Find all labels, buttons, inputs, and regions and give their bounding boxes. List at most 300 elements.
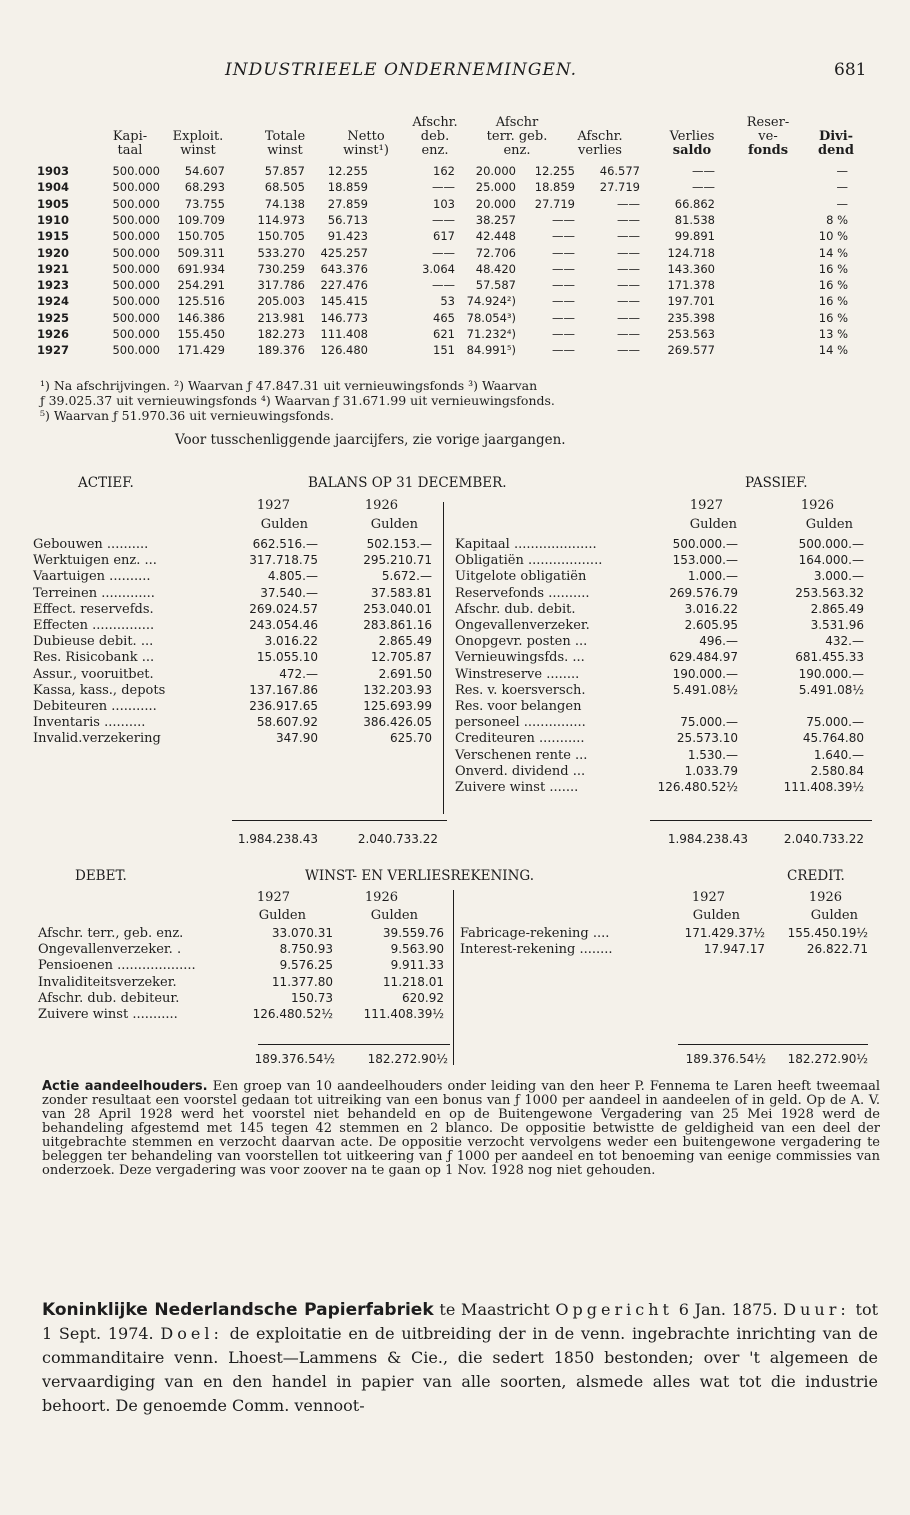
- table-cell: 500.000: [112, 261, 160, 276]
- table-cell: 509.311: [177, 245, 225, 260]
- balans-total-rule-left: [232, 820, 447, 821]
- table-cell: ——: [552, 343, 575, 358]
- balans-actief-label: Effect. reservefds.: [33, 601, 154, 617]
- winst-total-rule-left: [258, 1044, 450, 1045]
- table-cell: ——: [552, 245, 575, 260]
- balans-actief-1927: 472.—: [279, 666, 318, 681]
- table-cell: 72.706: [475, 245, 516, 260]
- table-cell: 57.587: [475, 278, 516, 293]
- winst-credit-label: Interest-rekening ........: [460, 942, 613, 958]
- balans-total-right-1926: 2.040.733.22: [783, 832, 864, 846]
- column-header: Totale: [264, 129, 306, 144]
- table-cell: 16 %: [818, 294, 848, 309]
- table-cell: 500.000: [112, 310, 160, 325]
- table-cell: 235.398: [667, 310, 715, 325]
- col-year-1926: 1926: [364, 498, 398, 513]
- winst-credit-1926: 26.822.71: [806, 942, 868, 957]
- balans-total-left-1926: 2.040.733.22: [357, 832, 438, 846]
- page-number: 681: [834, 60, 867, 80]
- column-header: enz.: [503, 143, 531, 158]
- balans-passief-1926: 111.408.39½: [783, 780, 864, 794]
- balans-passief-1926: 2.580.84: [810, 763, 864, 778]
- year-cell: 1920: [37, 245, 70, 260]
- column-header: taal: [117, 143, 143, 158]
- table-cell: 500.000: [112, 245, 160, 260]
- winst-total-rule-right: [678, 1044, 868, 1045]
- column-header: deb.: [420, 129, 450, 144]
- table-cell: 114.973: [257, 212, 305, 227]
- col-unit: Gulden: [689, 517, 737, 532]
- balans-actief-1926: 37.583.81: [370, 585, 432, 600]
- col-year-1926: 1926: [808, 890, 842, 905]
- balans-actief-label: Debiteuren ...........: [33, 699, 157, 714]
- table-cell: 68.505: [264, 180, 305, 195]
- balans-passief-label: Reservefonds ..........: [455, 585, 590, 601]
- table-cell: ——: [432, 212, 455, 227]
- balans-actief-1927: 662.516.—: [252, 537, 318, 551]
- column-header: Reser-: [746, 115, 790, 130]
- table-cell: ——: [552, 212, 575, 227]
- balans-passief-label: Vernieuwingsfds. ...: [455, 650, 585, 666]
- winst-debet-1926: 11.218.01: [382, 974, 444, 989]
- year-cell: 1915: [37, 229, 70, 244]
- table-cell: ——: [617, 310, 640, 325]
- table-cell: ——: [692, 164, 715, 178]
- balans-passief-1927: 269.576.79: [669, 585, 738, 600]
- table-cell: 99.891: [674, 229, 715, 244]
- table-cell: —: [836, 180, 848, 195]
- table-cell: 125.516: [177, 294, 225, 309]
- column-header: dend: [818, 143, 854, 158]
- balans-total-right-1927: 1.984.238.43: [667, 832, 748, 846]
- balans-passief-1927: 496.—: [699, 634, 738, 649]
- balans-actief-1926: 2.865.49: [378, 634, 432, 649]
- table-cell: ——: [617, 261, 640, 276]
- table-cell: ——: [692, 180, 715, 195]
- balans-passief-title: PASSIEF.: [745, 475, 808, 491]
- balans-actief-1926: 2.691.50: [378, 666, 432, 681]
- balans-passief-1927: 153.000.—: [672, 553, 738, 568]
- duur-label: Duur:: [783, 1300, 850, 1319]
- table-cell: 20.000: [475, 196, 516, 211]
- winst-total-left-1927: 189.376.54½: [254, 1052, 335, 1066]
- balans-passief-1926: 190.000.—: [798, 666, 864, 681]
- balans-actief-label: Terreinen .............: [33, 585, 155, 601]
- column-header: Verlies: [669, 129, 715, 144]
- balans-actief-1926: 132.203.93: [363, 682, 432, 697]
- balans-actief-1927: 347.90: [276, 731, 318, 746]
- table-cell: 103: [433, 196, 455, 211]
- winst-debet-label: Ongevallenverzeker. .: [38, 942, 182, 958]
- balans-actief-1927: 3.016.22: [264, 634, 318, 649]
- balans-passief-1927: 126.480.52½: [657, 780, 738, 794]
- table-cell: 84.991⁵): [466, 343, 516, 358]
- column-header: winst: [267, 143, 303, 158]
- table-cell: 18.859: [534, 180, 575, 195]
- table-cell: 71.232⁴): [466, 327, 516, 341]
- balans-passief-1926: 3.000.—: [813, 569, 864, 584]
- balans-actief-label: Invalid.verzekering: [33, 731, 161, 747]
- table-cell: —: [836, 164, 848, 178]
- table-cell: 20.000: [475, 164, 516, 178]
- winst-debet-1926: 9.911.33: [390, 958, 444, 973]
- table-cell: 146.386: [177, 310, 225, 325]
- winst-debet-1927: 8.750.93: [279, 942, 333, 957]
- balans-passief-label: Uitgelote obligatiën: [455, 569, 587, 585]
- winst-debet-1927: 126.480.52½: [252, 1007, 333, 1021]
- balans-passief-1927: 25.573.10: [676, 731, 738, 746]
- table-cell: 500.000: [112, 229, 160, 244]
- year-cell: 1927: [37, 343, 70, 358]
- table-cell: 317.786: [257, 278, 305, 293]
- table-cell: ——: [552, 310, 575, 325]
- column-header: Afschr.: [412, 115, 458, 130]
- table-cell: 151: [433, 343, 455, 358]
- table-cell: 691.934: [177, 261, 225, 276]
- company-location: te Maastricht: [439, 1300, 550, 1319]
- table-cell: 500.000: [112, 164, 160, 178]
- balans-actief-1926: 625.70: [390, 731, 432, 746]
- duur-value: tot 1 Sept. 1974.: [42, 1300, 879, 1343]
- balans-passief-1927: 629.484.97: [669, 650, 738, 665]
- table-cell: 66.862: [674, 196, 715, 211]
- balans-actief-label: Kassa, kass., depots: [33, 682, 166, 698]
- column-header: winst: [180, 143, 216, 158]
- winst-credit-label: Fabricage-rekening ....: [460, 926, 610, 941]
- table-cell: 16 %: [818, 310, 848, 325]
- table-cell: 111.408: [320, 327, 368, 341]
- column-header: winst¹): [343, 143, 389, 158]
- balans-passief-label: Kapitaal ....................: [455, 537, 597, 552]
- winst-debet-1926: 620.92: [402, 990, 444, 1005]
- balans-passief-label: Onopgevr. posten ...: [455, 634, 588, 650]
- footnote-line-2: ƒ 39.025.37 uit vernieuwingsfonds ⁴) Waarvan ƒ 31.671.99 uit vernieuwingsfonds.: [40, 393, 555, 408]
- balans-passief-1927: 1.000.—: [687, 569, 738, 584]
- table-cell: ——: [432, 180, 455, 195]
- balans-actief-label: Gebouwen ..........: [33, 537, 149, 552]
- balans-passief-1927: 1.033.79: [684, 763, 738, 778]
- company-name: Koninklijke Nederlandsche Papierfabriek: [42, 1300, 434, 1320]
- table-cell: 171.429: [177, 343, 225, 358]
- winst-debet-label: Afschr. terr., geb. enz.: [38, 926, 184, 941]
- table-cell: 621: [433, 327, 455, 341]
- table-cell: ——: [617, 327, 640, 341]
- opgericht-value: 6 Jan. 1875.: [678, 1300, 778, 1319]
- table-cell: 146.773: [320, 310, 368, 325]
- winst-debet-label: Zuivere winst ...........: [38, 1007, 178, 1022]
- column-header: Exploit.: [172, 129, 224, 144]
- col-unit: Gulden: [258, 908, 306, 923]
- balans-actief-title: ACTIEF.: [78, 475, 134, 491]
- table-cell: 150.705: [177, 229, 225, 244]
- paragraph-company: [42, 1298, 878, 1418]
- balans-passief-1926: 2.865.49: [810, 601, 864, 616]
- table-cell: 124.718: [667, 245, 715, 260]
- table-cell: 189.376: [257, 343, 305, 358]
- balans-actief-1927: 58.607.92: [256, 715, 318, 730]
- table-cell: 253.563: [667, 327, 715, 341]
- col-unit: Gulden: [370, 908, 418, 923]
- column-header: saldo: [672, 143, 712, 158]
- column-header: ve-: [758, 129, 778, 144]
- table-cell: 500.000: [112, 278, 160, 293]
- year-cell: 1925: [37, 310, 70, 325]
- year-cell: 1924: [37, 294, 70, 309]
- table-cell: —: [836, 196, 848, 211]
- table-cell: 500.000: [112, 327, 160, 341]
- col-unit: Gulden: [370, 517, 418, 532]
- table-cell: 143.360: [667, 261, 715, 276]
- table-cell: 16 %: [818, 278, 848, 293]
- balans-passief-label: Res. voor belangen: [455, 699, 582, 714]
- winst-debet-1926: 9.563.90: [390, 942, 444, 957]
- column-header: verlies: [578, 143, 622, 158]
- footnote-line-3: ⁵) Waarvan ƒ 51.970.36 uit vernieuwingsfonds.: [40, 408, 334, 423]
- column-header: terr. geb.: [486, 129, 548, 144]
- winst-credit-1926: 155.450.19½: [787, 926, 868, 940]
- year-cell: 1926: [37, 327, 70, 341]
- table-cell: 78.054³): [466, 310, 516, 325]
- col-year-1926: 1926: [364, 890, 398, 905]
- table-cell: ——: [552, 294, 575, 309]
- col-unit: Gulden: [692, 908, 740, 923]
- balans-actief-1926: 253.040.01: [363, 601, 432, 616]
- balans-actief-label: Effecten ...............: [33, 618, 155, 633]
- balans-passief-1926: 45.764.80: [802, 731, 864, 746]
- doel-value: de exploitatie en de uitbreiding der in de venn. ingebrachte inrichting van de commanditaire venn. Lhoest—Lammens & Cie., die sedert 1850 bestonden; over 't algemeen de vervaardiging van en den handel in papier van alle soorten, alsmede alles wat tot die industrie behoort. De genoemde Comm. vennoot-: [42, 1324, 879, 1415]
- table-cell: 500.000: [112, 196, 160, 211]
- balans-divider: [443, 502, 444, 814]
- winst-debet-label: Afschr. dub. debiteur.: [38, 990, 180, 1006]
- column-header: Kapi-: [112, 129, 148, 144]
- winst-debet-1926: 39.559.76: [382, 926, 444, 940]
- table-cell: 68.293: [184, 180, 225, 195]
- year-cell: 1904: [37, 180, 70, 195]
- balans-actief-1927: 15.055.10: [256, 650, 318, 665]
- balans-passief-1926: 3.531.96: [810, 618, 864, 632]
- table-cell: 254.291: [177, 278, 225, 293]
- table-cell: ——: [432, 245, 455, 260]
- table-cell: 155.450: [177, 327, 225, 341]
- balans-actief-label: Res. Risicobank ...: [33, 650, 155, 666]
- doel-label: Doel:: [160, 1324, 223, 1343]
- table-cell: 57.857: [264, 164, 305, 178]
- table-cell: ——: [552, 261, 575, 276]
- table-cell: 533.270: [257, 245, 305, 260]
- table-cell: 269.577: [667, 343, 715, 358]
- balans-passief-1926: 164.000.—: [798, 553, 864, 568]
- winst-total-right-1927: 189.376.54½: [685, 1052, 766, 1066]
- table-cell: 425.257: [320, 245, 368, 260]
- balans-total-left-1927: 1.984.238.43: [237, 832, 318, 846]
- balans-passief-1927: 190.000.—: [672, 666, 738, 681]
- balans-actief-1926: 295.210.71: [363, 553, 432, 568]
- balans-passief-1927: 1.530.—: [687, 747, 738, 762]
- balans-actief-label: Assur., vooruitbet.: [33, 666, 154, 682]
- winst-credit-1927: 17.947.17: [703, 942, 765, 957]
- table-cell: 73.755: [184, 196, 225, 211]
- balans-actief-1926: 125.693.99: [363, 699, 432, 713]
- table-cell: 227.476: [320, 278, 368, 293]
- table-cell: 12.255: [534, 164, 575, 178]
- table-cell: ——: [552, 278, 575, 293]
- col-year-1927: 1927: [691, 890, 725, 905]
- balans-actief-1926: 386.426.05: [363, 715, 432, 730]
- balans-actief-1926: 12.705.87: [370, 650, 432, 665]
- balans-passief-1927: 3.016.22: [684, 601, 738, 616]
- footnote-line-1: ¹) Na afschrijvingen. ²) Waarvan ƒ 47.847.31 uit vernieuwingsfonds ³) Waarvan: [40, 378, 538, 393]
- paragraph-actie-heading: Actie aandeelhouders.: [42, 1079, 208, 1094]
- balans-passief-1926: 432.—: [825, 634, 864, 649]
- column-header: enz.: [421, 143, 449, 158]
- table-cell: 10 %: [818, 229, 848, 244]
- table-cell: 8 %: [826, 212, 848, 227]
- table-cell: ——: [617, 212, 640, 227]
- winst-total-right-1926: 182.272.90½: [787, 1052, 868, 1066]
- table-cell: 109.709: [177, 212, 225, 227]
- balans-passief-1927: 2.605.95: [684, 618, 738, 632]
- table-cell: 205.003: [257, 294, 305, 309]
- page-header-title: INDUSTRIEELE ONDERNEMINGEN.: [225, 60, 578, 80]
- balans-passief-1927: 75.000.—: [680, 715, 738, 730]
- balans-passief-1926: 1.640.—: [813, 747, 864, 762]
- table-cell: 162: [433, 164, 455, 178]
- table-cell: ——: [617, 278, 640, 293]
- table-cell: 56.713: [327, 212, 368, 227]
- col-unit: Gulden: [810, 908, 858, 923]
- table-cell: 16 %: [818, 261, 848, 276]
- balans-passief-label: Afschr. dub. debit.: [455, 601, 576, 617]
- year-cell: 1923: [37, 278, 70, 293]
- year-cell: 1910: [37, 212, 70, 227]
- balans-passief-label: Crediteuren ...........: [455, 731, 585, 747]
- balans-actief-label: Werktuigen enz. ...: [33, 553, 157, 569]
- winst-debet-1927: 150.73: [291, 990, 333, 1005]
- table-cell: 42.448: [475, 229, 516, 244]
- table-cell: 25.000: [475, 180, 516, 195]
- column-header: Afschr: [495, 115, 539, 130]
- table-cell: 465: [433, 310, 455, 325]
- table-cell: ——: [617, 245, 640, 260]
- table-cell: 18.859: [327, 180, 368, 195]
- winst-title: WINST- EN VERLIESREKENING.: [305, 868, 535, 884]
- col-year-1926: 1926: [800, 498, 834, 513]
- table-cell: ——: [432, 278, 455, 293]
- col-year-1927: 1927: [256, 890, 290, 905]
- table-cell: 14 %: [818, 343, 848, 358]
- winst-debet-label: Pensioenen ...................: [38, 958, 196, 974]
- table-cell: 643.376: [320, 261, 368, 276]
- balans-passief-1927: 5.491.08½: [672, 682, 738, 697]
- column-header: Afschr.: [577, 129, 623, 144]
- table-cell: ——: [617, 229, 640, 244]
- balans-passief-label: Ongevallenverzeker.: [455, 618, 590, 633]
- opgericht-label: Opgericht: [555, 1300, 673, 1319]
- table-cell: 213.981: [257, 310, 305, 325]
- table-cell: ——: [617, 196, 640, 211]
- paragraph-actie: [42, 1080, 880, 1178]
- balans-actief-1927: 236.917.65: [249, 699, 318, 713]
- table-cell: 91.423: [327, 229, 368, 244]
- winst-total-left-1926: 182.272.90½: [367, 1052, 448, 1066]
- table-cell: 171.378: [667, 278, 715, 293]
- balans-passief-label: Obligatiën ..................: [455, 553, 603, 569]
- balans-passief-label: Zuivere winst .......: [455, 780, 579, 795]
- balans-actief-1926: 502.153.—: [366, 537, 432, 551]
- column-header: Netto: [347, 129, 385, 144]
- table-cell: 81.538: [674, 212, 715, 227]
- col-unit: Gulden: [805, 517, 853, 532]
- table-cell: 74.138: [264, 196, 305, 211]
- table-cell: 53: [440, 294, 455, 309]
- balans-actief-1927: 37.540.—: [260, 585, 318, 600]
- balans-actief-1926: 5.672.—: [381, 569, 432, 584]
- winst-debet-title: DEBET.: [75, 868, 127, 884]
- table-cell: 500.000: [112, 343, 160, 358]
- winst-debet-1927: 33.070.31: [271, 926, 333, 940]
- table-cell: 145.415: [320, 294, 368, 309]
- year-cell: 1903: [37, 164, 70, 178]
- col-year-1927: 1927: [689, 498, 723, 513]
- table-cell: 27.719: [534, 196, 575, 211]
- balans-actief-1926: 283.861.16: [363, 618, 432, 632]
- table-cell: 126.480: [320, 343, 368, 358]
- table-cell: 27.719: [599, 180, 640, 195]
- table-cell: 500.000: [112, 294, 160, 309]
- years-note: Voor tusschenliggende jaarcijfers, zie vorige jaargangen.: [175, 432, 566, 448]
- table-cell: 74.924²): [466, 294, 516, 309]
- balans-actief-1927: 137.167.86: [249, 682, 318, 697]
- table-cell: 150.705: [257, 229, 305, 244]
- table-cell: 54.607: [184, 164, 225, 178]
- column-header: Divi-: [818, 129, 854, 144]
- winst-credit-title: CREDIT.: [787, 868, 845, 884]
- winst-debet-label: Invaliditeitsverzeker.: [38, 974, 177, 990]
- balans-passief-label: Winstreserve ........: [455, 666, 580, 682]
- balans-passief-label: personeel ...............: [455, 715, 586, 731]
- balans-passief-1926: 253.563.32: [795, 585, 864, 600]
- winst-divider: [453, 890, 454, 1065]
- balans-passief-label: Onverd. dividend ...: [455, 763, 586, 779]
- table-cell: 500.000: [112, 180, 160, 195]
- year-cell: 1905: [37, 196, 70, 211]
- table-cell: 500.000: [112, 212, 160, 227]
- table-cell: ——: [552, 327, 575, 341]
- balans-actief-1927: 269.024.57: [249, 601, 318, 616]
- table-cell: 48.420: [475, 261, 516, 276]
- col-unit: Gulden: [260, 517, 308, 532]
- table-cell: 12.255: [327, 164, 368, 178]
- table-cell: ——: [617, 294, 640, 309]
- winst-debet-1927: 11.377.80: [271, 974, 333, 989]
- winst-debet-1927: 9.576.25: [279, 958, 333, 973]
- table-cell: 730.259: [257, 261, 305, 276]
- balans-total-rule-right: [650, 820, 872, 821]
- balans-passief-1926: 500.000.—: [798, 537, 864, 551]
- table-cell: 617: [433, 229, 455, 244]
- winst-debet-1926: 111.408.39½: [363, 1007, 444, 1021]
- table-cell: ——: [552, 229, 575, 244]
- table-cell: 182.273: [257, 327, 305, 341]
- table-cell: 46.577: [599, 164, 640, 178]
- balans-passief-1926: 5.491.08½: [798, 682, 864, 697]
- balans-passief-label: Res. v. koersversch.: [455, 682, 586, 698]
- winst-credit-1927: 171.429.37½: [684, 926, 765, 940]
- balans-actief-1927: 243.054.46: [249, 618, 318, 632]
- balans-actief-label: Inventaris ..........: [33, 715, 146, 731]
- balans-actief-label: Dubieuse debit. ...: [33, 634, 154, 650]
- table-cell: ——: [617, 343, 640, 358]
